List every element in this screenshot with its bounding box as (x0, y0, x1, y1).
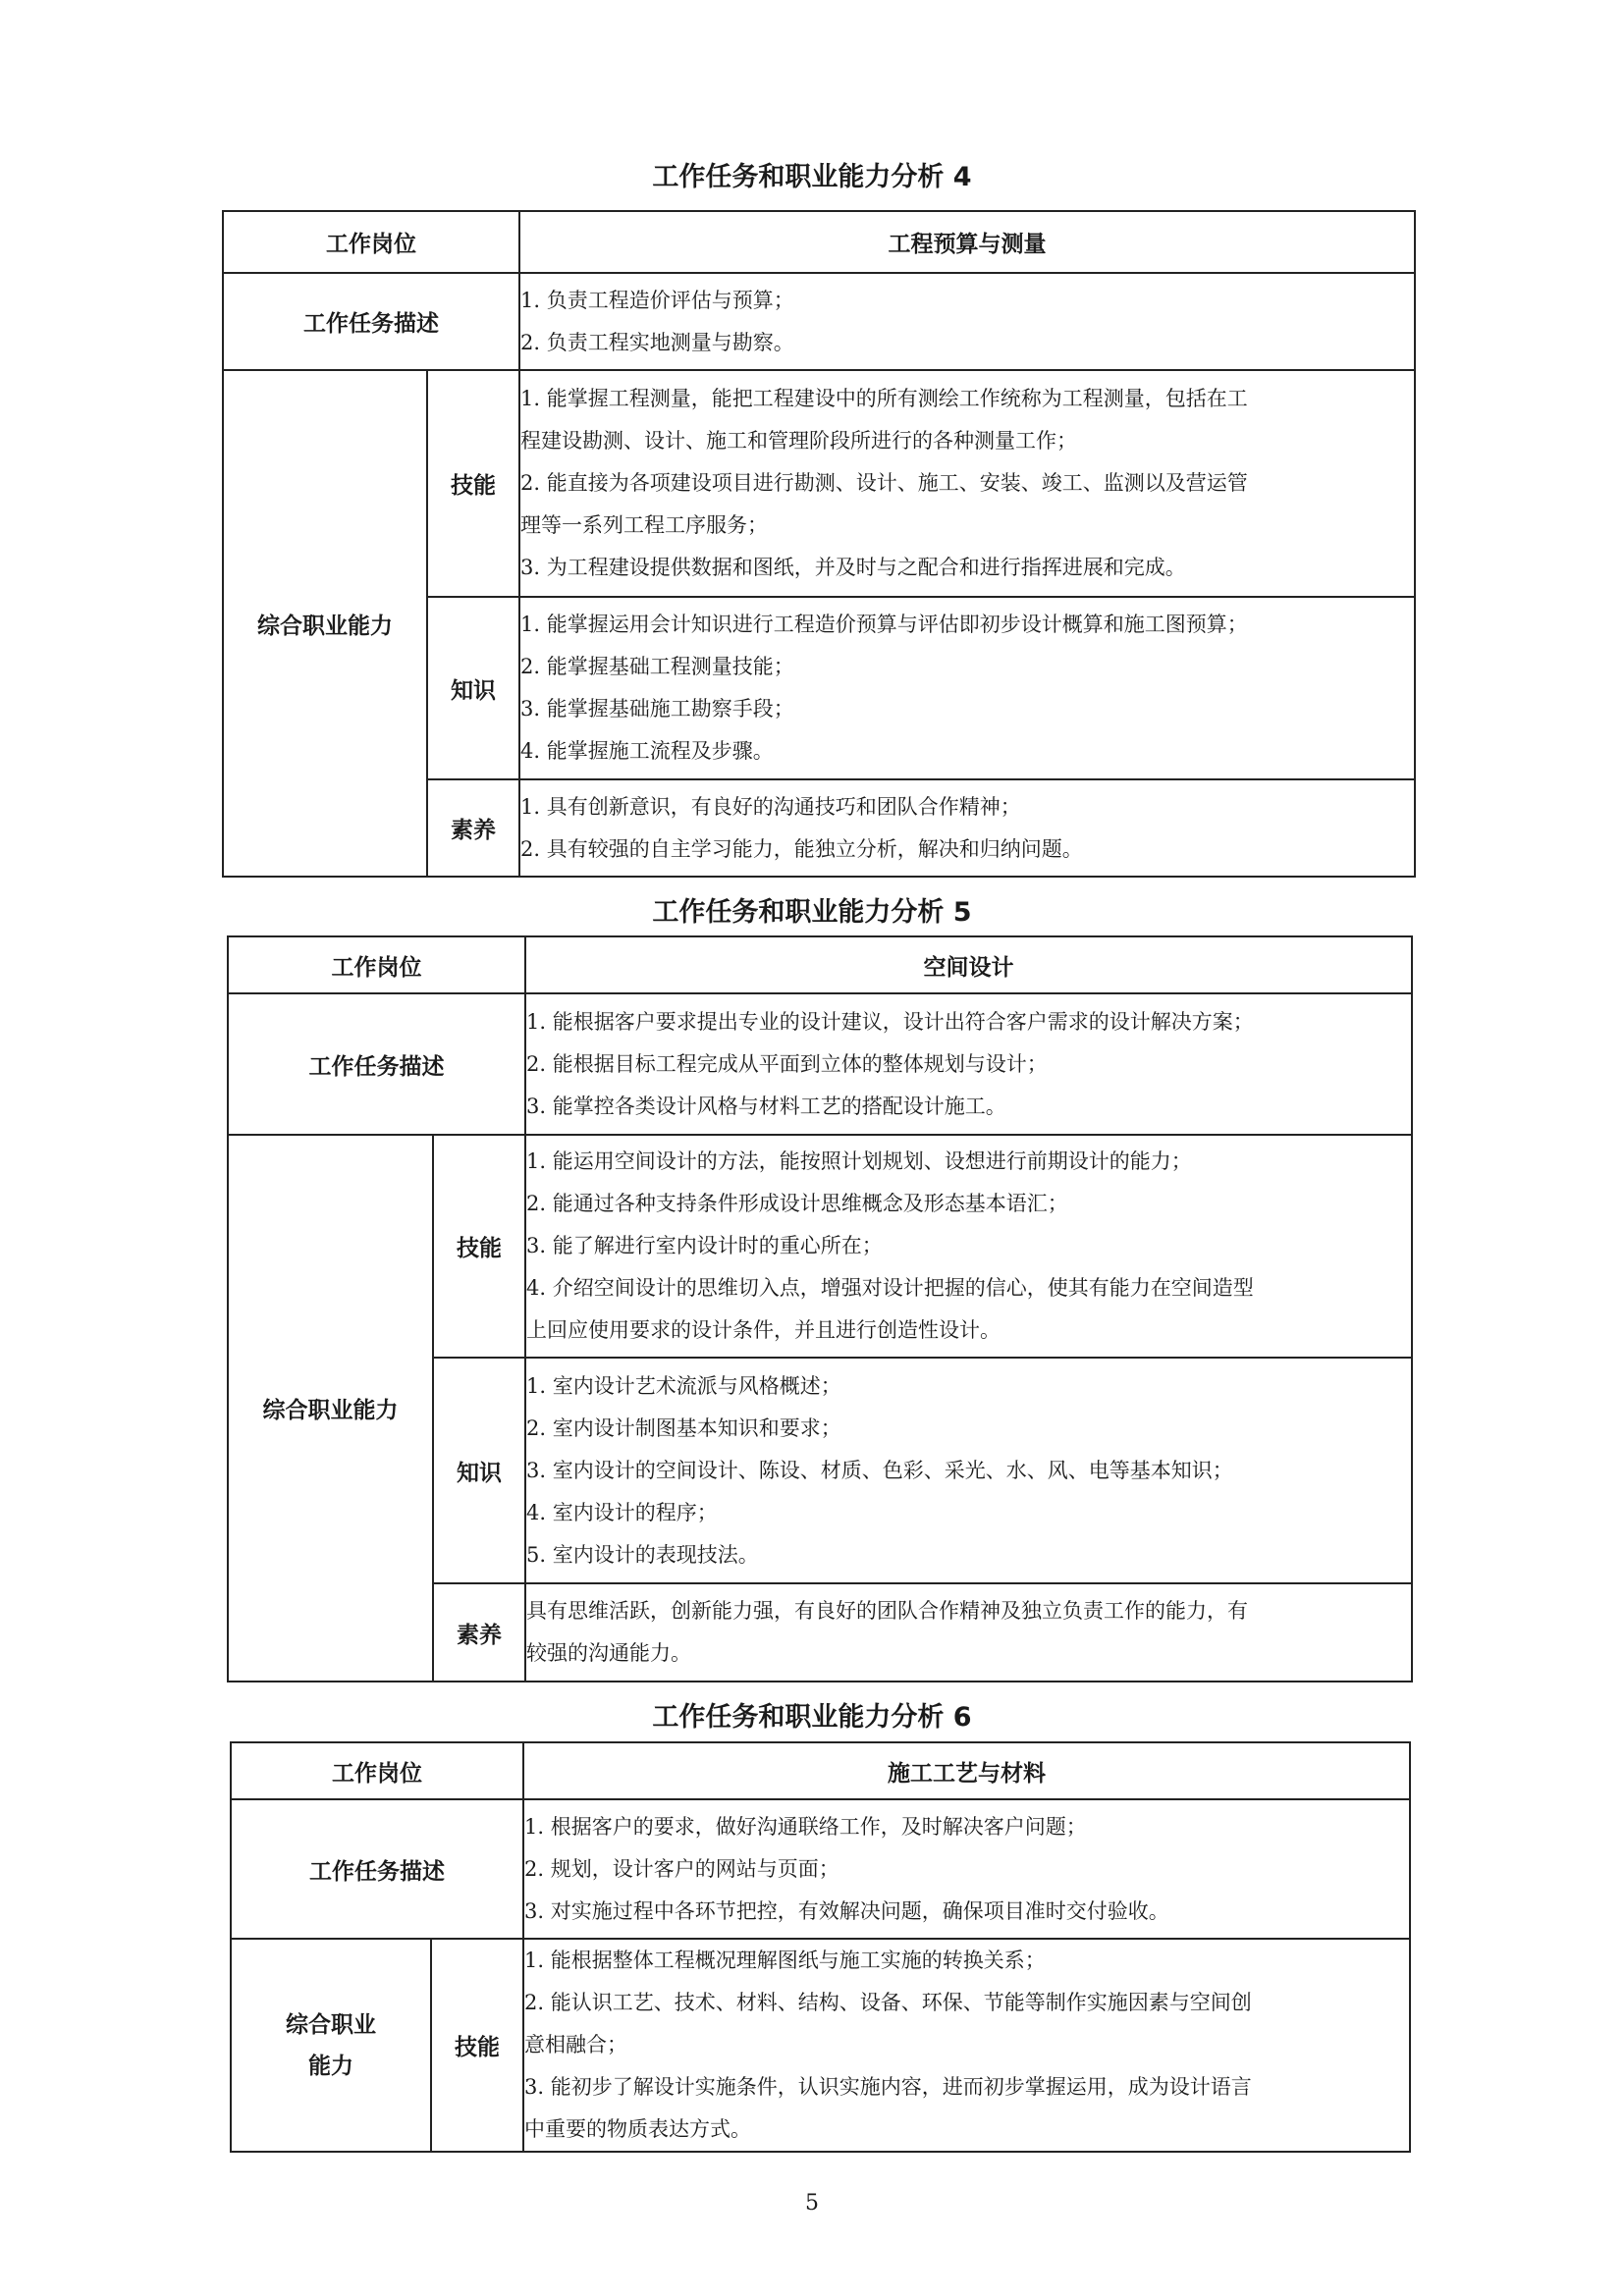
ability-label-line: 综合职业 (286, 2011, 376, 2038)
knowledge-description (519, 597, 1415, 779)
section-title: 工作任务和职业能力分析 5 (652, 897, 972, 928)
text-line: 1. 具有创新意识，有良好的沟通技巧和团队合作精神； (520, 794, 1021, 819)
task-label: 工作任务描述 (223, 273, 519, 370)
post-label: 工作岗位 (223, 211, 519, 273)
task-label: 工作任务描述 (231, 1799, 523, 1939)
post-label: 工作岗位 (228, 936, 525, 993)
text-line: 程建设勘测、设计、施工和管理阶段所进行的各种测量工作； (520, 429, 1077, 453)
skill-label: 技能 (427, 370, 519, 597)
text-line: 2. 规划，设计客户的网站与页面； (524, 1856, 839, 1881)
skill-description (525, 1135, 1412, 1358)
text-line: 2. 负责工程实地测量与勘察。 (520, 330, 794, 354)
task-description (519, 273, 1415, 370)
analysis-table (227, 935, 1413, 1682)
text-line: 1. 能运用空间设计的方法，能按照计划规划、设想进行前期设计的能力； (526, 1149, 1192, 1173)
ability-label (231, 1939, 431, 2152)
quality-label: 素养 (433, 1583, 525, 1682)
quality-description (519, 779, 1415, 877)
text-line: 2. 具有较强的自主学习能力，能独立分析，解决和归纳问题。 (520, 836, 1083, 861)
analysis-table (230, 1741, 1411, 2153)
text-line: 4. 能掌握施工流程及步骤。 (520, 739, 774, 763)
text-line: 1. 负责工程造价评估与预算； (520, 288, 794, 312)
text-line: 1. 能掌握工程测量，能把工程建设中的所有测绘工作统称为工程测量，包括在工 (520, 387, 1248, 410)
text-line: 2. 能掌握基础工程测量技能； (520, 655, 794, 678)
text-line: 2. 能认识工艺、技术、材料、结构、设备、环保、节能等制作实施因素与空间创 (524, 1991, 1252, 2014)
text-line: 3. 能了解进行室内设计时的重心所在； (526, 1234, 883, 1257)
text-line: 2. 能通过各种支持条件形成设计思维概念及形态基本语汇； (526, 1192, 1068, 1215)
text-line: 3. 对实施过程中各环节把控，有效解决问题，确保项目准时交付验收。 (524, 1898, 1169, 1923)
task-label: 工作任务描述 (228, 993, 525, 1135)
text-line: 2. 能直接为各项建设项目进行勘测、设计、施工、安装、竣工、监测以及营运管 (520, 471, 1248, 495)
text-line: 1. 能根据客户要求提出专业的设计建议，设计出符合客户需求的设计解决方案； (526, 1009, 1254, 1034)
skill-label: 技能 (431, 1939, 523, 2152)
text-line: 4. 室内设计的程序； (526, 1500, 718, 1524)
post-value: 空间设计 (525, 936, 1412, 993)
skill-label: 技能 (433, 1135, 525, 1358)
text-line: 3. 能掌握基础施工勘察手段； (520, 697, 794, 721)
analysis-table (222, 210, 1416, 878)
text-line: 上回应使用要求的设计条件，并且进行创造性设计。 (526, 1318, 1001, 1342)
text-line: 3. 能初步了解设计实施条件，认识实施内容，进而初步掌握运用，成为设计语言 (524, 2075, 1252, 2099)
text-line: 具有思维活跃，创新能力强，有良好的团队合作精神及独立负责工作的能力，有 (526, 1599, 1248, 1623)
post-value: 工程预算与测量 (519, 211, 1415, 273)
knowledge-label: 知识 (427, 597, 519, 779)
text-line: 2. 能根据目标工程完成从平面到立体的整体规划与设计； (526, 1051, 1048, 1076)
text-line: 意相融合； (524, 2033, 627, 2056)
section-title: 工作任务和职业能力分析 4 (652, 162, 972, 192)
section-title: 工作任务和职业能力分析 6 (652, 1702, 972, 1733)
text-line: 3. 能掌控各类设计风格与材料工艺的搭配设计施工。 (526, 1094, 1006, 1118)
knowledge-label: 知识 (433, 1358, 525, 1583)
text-line: 2. 室内设计制图基本知识和要求； (526, 1415, 841, 1440)
text-line: 理等一系列工程工序服务； (520, 513, 768, 537)
skill-description (519, 370, 1415, 597)
quality-description (525, 1583, 1412, 1682)
ability-label: 综合职业能力 (228, 1135, 433, 1682)
task-description (525, 993, 1412, 1135)
skill-description (523, 1939, 1410, 2152)
text-line: 1. 能根据整体工程概况理解图纸与施工实施的转换关系； (524, 1949, 1046, 1972)
text-line: 1. 室内设计艺术流派与风格概述； (526, 1373, 841, 1398)
text-line: 1. 能掌握运用会计知识进行工程造价预算与评估即初步设计概算和施工图预算； (520, 613, 1248, 636)
task-description (523, 1799, 1410, 1939)
ability-label: 综合职业能力 (223, 370, 427, 877)
text-line: 3. 为工程建设提供数据和图纸，并及时与之配合和进行指挥进展和完成。 (520, 556, 1186, 579)
post-value: 施工工艺与材料 (523, 1742, 1410, 1799)
text-line: 5. 室内设计的表现技法。 (526, 1542, 759, 1567)
ability-label-line: 能力 (308, 2053, 353, 2079)
text-line: 3. 室内设计的空间设计、陈设、材质、色彩、采光、水、风、电等基本知识； (526, 1458, 1233, 1482)
knowledge-description (525, 1358, 1412, 1583)
text-line: 较强的沟通能力。 (526, 1641, 691, 1665)
post-label: 工作岗位 (231, 1742, 523, 1799)
text-line: 中重要的物质表达方式。 (524, 2117, 751, 2141)
text-line: 1. 根据客户的要求，做好沟通联络工作，及时解决客户问题； (524, 1814, 1087, 1839)
quality-label: 素养 (427, 779, 519, 877)
text-line: 4. 介绍空间设计的思维切入点，增强对设计把握的信心，使其有能力在空间造型 (526, 1276, 1254, 1300)
page-number: 5 (805, 2191, 819, 2216)
